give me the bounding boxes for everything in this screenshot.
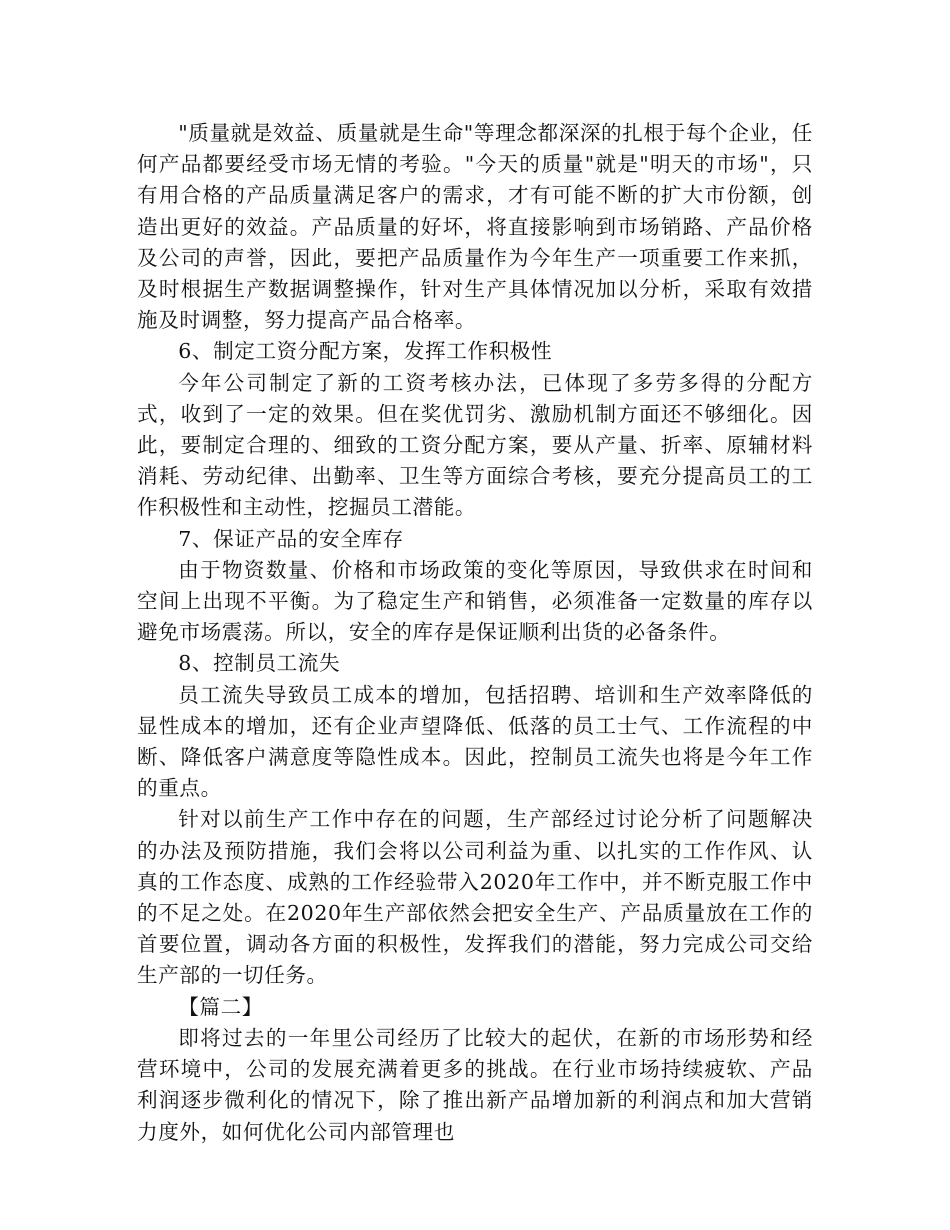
paragraph-summary: 针对以前生产工作中存在的问题，生产部经过讨论分析了问题解决的办法及预防措施，我们会将以公司利益为重、以扎实的工作作风、认真的工作态度、成熟的工作经验带入2020年工作中，并不断克服工作中的不足之处。在2020年生产部依然会把安全生产、产品质量放在工作的首要位置，调动各方面的积极性，发挥我们的潜能，努力完成公司交给生产部的一切任务。: [137, 807, 813, 988]
paragraph-staff-turnover: 员工流失导致员工成本的增加，包括招聘、培训和生产效率降低的显性成本的增加，还有企业声望降低、低落的员工士气、工作流程的中断、降低客户满意度等隐性成本。因此，控制员工流失也将是今年工作的重点。: [137, 682, 813, 801]
heading-safety-stock: 7、保证产品的安全库存: [178, 526, 404, 551]
heading-wage-plan: 6、制定工资分配方案，发挥工作积极性: [178, 339, 553, 364]
paragraph-wage-plan: 今年公司制定了新的工资考核办法，已体现了多劳多得的分配方式，收到了一定的效果。但在奖优罚劣、激励机制方面还不够细化。因此，要制定合理的、细致的工资分配方案，要从产量、折率、原辅材料消耗、劳动纪律、出勤率、卫生等方面综合考核，要充分提高员工的工作积极性和主动性，挖掘员工潜能。: [137, 370, 813, 520]
paragraph-quality: "质量就是效益、质量就是生命"等理念都深深的扎根于每个企业，任何产品都要经受市场无情的考验。"今天的质量"就是"明天的市场"，只有用合格的产品质量满足客户的需求，才有可能不断的扩大市份额，创造出更好的效益。产品质量的好坏，将直接影响到市场销路、产品价格及公司的声誉，因此，要把产品质量作为今年生产一项重要工作来抓，及时根据生产数据调整操作，针对生产具体情况加以分析，采取有效措施及时调整，努力提高产品合格率。: [137, 121, 813, 333]
heading-part-two: 【篇二】: [178, 994, 263, 1019]
heading-staff-turnover: 8、控制员工流失: [178, 651, 341, 676]
document-body: [137, 118, 813, 1148]
paragraph-part-two: 即将过去的一年里公司经历了比较大的起伏，在新的市场形势和经营环境中，公司的发展充满着更多的挑战。在行业市场持续疲软、产品利润逐步微利化的情况下，除了推出新产品增加新的利润点和加大营销力度外，如何优化公司内部管理也: [137, 1025, 813, 1144]
paragraph-safety-stock: 由于物资数量、价格和市场政策的变化等原因，导致供求在时间和空间上出现不平衡。为了稳定生产和销售，必须准备一定数量的库存以避免市场震荡。所以，安全的库存是保证顺利出货的必备条件。: [137, 557, 813, 645]
